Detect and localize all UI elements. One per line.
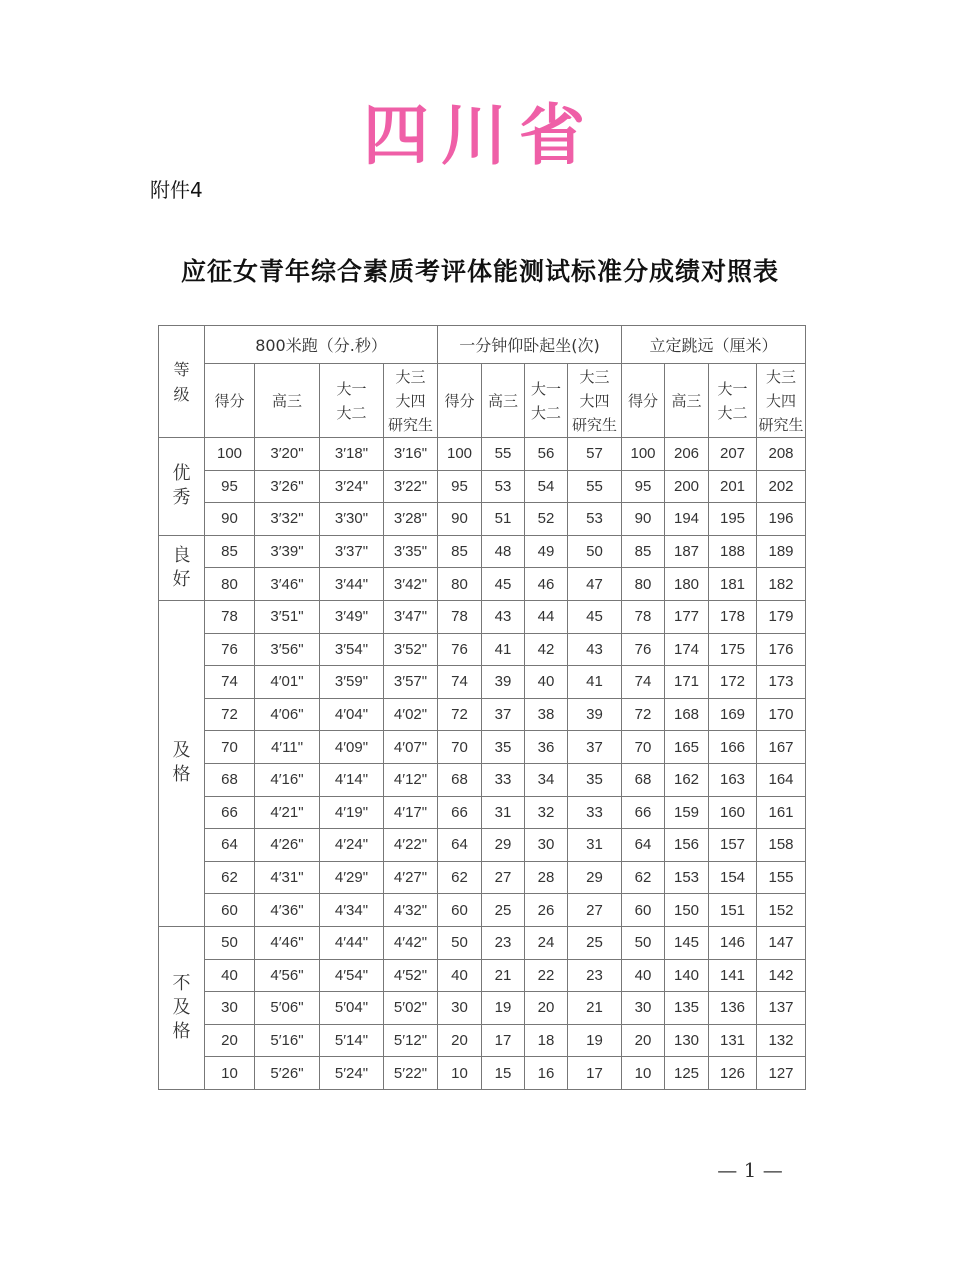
table-cell: 72	[205, 698, 255, 731]
table-cell: 64	[622, 829, 665, 862]
table-cell: 29	[482, 829, 525, 862]
table-cell: 161	[757, 796, 806, 829]
table-cell: 3′47"	[384, 600, 438, 633]
table-cell: 35	[568, 763, 622, 796]
table-cell: 3′49"	[320, 600, 384, 633]
group-header-jump: 立定跳远（厘米）	[622, 326, 806, 364]
table-cell: 5′26"	[255, 1057, 320, 1090]
table-cell: 3′18"	[320, 438, 384, 471]
table-cell: 174	[665, 633, 709, 666]
table-cell: 3′32"	[255, 503, 320, 536]
table-cell: 4′44"	[320, 926, 384, 959]
table-cell: 3′39"	[255, 535, 320, 568]
table-row	[159, 568, 806, 601]
table-cell: 173	[757, 666, 806, 699]
table-cell: 3′37"	[320, 535, 384, 568]
table-cell: 20	[622, 1024, 665, 1057]
table-cell: 53	[482, 470, 525, 503]
table-cell: 53	[568, 503, 622, 536]
table-cell: 4′26"	[255, 829, 320, 862]
table-cell: 3′54"	[320, 633, 384, 666]
table-cell: 78	[205, 600, 255, 633]
table-cell: 3′35"	[384, 535, 438, 568]
table-cell: 3′46"	[255, 568, 320, 601]
table-cell: 66	[205, 796, 255, 829]
group-header-run: 800米跑（分.秒）	[205, 326, 438, 364]
table-cell: 95	[438, 470, 482, 503]
table-cell: 45	[482, 568, 525, 601]
table-cell: 4′02"	[384, 698, 438, 731]
table-row	[159, 633, 806, 666]
sub-header-cell: 大一 大二	[320, 364, 384, 438]
table-cell: 62	[205, 861, 255, 894]
table-cell: 207	[709, 438, 757, 471]
table-row	[159, 1024, 806, 1057]
table-cell: 39	[482, 666, 525, 699]
table-cell: 10	[205, 1057, 255, 1090]
table-cell: 46	[525, 568, 568, 601]
table-cell: 3′30"	[320, 503, 384, 536]
sub-header-cell: 大一 大二	[525, 364, 568, 438]
table-cell: 4′54"	[320, 959, 384, 992]
table-cell: 165	[665, 731, 709, 764]
table-cell: 177	[665, 600, 709, 633]
table-cell: 145	[665, 926, 709, 959]
table-cell: 4′21"	[255, 796, 320, 829]
table-cell: 4′29"	[320, 861, 384, 894]
table-cell: 4′04"	[320, 698, 384, 731]
table-cell: 3′57"	[384, 666, 438, 699]
table-cell: 170	[757, 698, 806, 731]
table-cell: 3′26"	[255, 470, 320, 503]
table-cell: 5′14"	[320, 1024, 384, 1057]
table-cell: 140	[665, 959, 709, 992]
table-cell: 57	[568, 438, 622, 471]
table-cell: 68	[622, 763, 665, 796]
table-cell: 169	[709, 698, 757, 731]
table-row	[159, 600, 806, 633]
table-cell: 37	[482, 698, 525, 731]
table-cell: 27	[568, 894, 622, 927]
table-cell: 95	[622, 470, 665, 503]
table-cell: 80	[622, 568, 665, 601]
page-number: — 1 —	[717, 1158, 783, 1182]
table-row	[159, 894, 806, 927]
table-cell: 49	[525, 535, 568, 568]
table-cell: 136	[709, 992, 757, 1025]
table-cell: 10	[622, 1057, 665, 1090]
table-cell: 4′19"	[320, 796, 384, 829]
table-cell: 159	[665, 796, 709, 829]
table-cell: 41	[482, 633, 525, 666]
table-cell: 202	[757, 470, 806, 503]
sub-header-cell: 大三 大四 研究生	[384, 364, 438, 438]
table-row	[159, 796, 806, 829]
table-cell: 141	[709, 959, 757, 992]
table-row	[159, 503, 806, 536]
table-cell: 62	[622, 861, 665, 894]
grade-label: 不 及 格	[159, 926, 205, 1089]
sub-header-cell: 得分	[205, 364, 255, 438]
table-cell: 85	[438, 535, 482, 568]
table-row	[159, 666, 806, 699]
table-cell: 74	[622, 666, 665, 699]
table-cell: 167	[757, 731, 806, 764]
group-header-situp: 一分钟仰卧起坐(次)	[438, 326, 622, 364]
table-cell: 158	[757, 829, 806, 862]
table-cell: 4′52"	[384, 959, 438, 992]
table-cell: 85	[205, 535, 255, 568]
table-cell: 54	[525, 470, 568, 503]
table-cell: 201	[709, 470, 757, 503]
table-cell: 37	[568, 731, 622, 764]
table-cell: 182	[757, 568, 806, 601]
table-cell: 146	[709, 926, 757, 959]
table-cell: 100	[438, 438, 482, 471]
table-cell: 47	[568, 568, 622, 601]
table-cell: 195	[709, 503, 757, 536]
table-row	[159, 926, 806, 959]
table-cell: 28	[525, 861, 568, 894]
table-cell: 80	[438, 568, 482, 601]
table-cell: 60	[622, 894, 665, 927]
table-cell: 45	[568, 600, 622, 633]
table-cell: 5′02"	[384, 992, 438, 1025]
table-cell: 3′20"	[255, 438, 320, 471]
table-cell: 56	[525, 438, 568, 471]
table-cell: 152	[757, 894, 806, 927]
table-cell: 50	[568, 535, 622, 568]
table-cell: 90	[622, 503, 665, 536]
table-cell: 4′31"	[255, 861, 320, 894]
table-cell: 4′56"	[255, 959, 320, 992]
table-cell: 50	[438, 926, 482, 959]
table-cell: 18	[525, 1024, 568, 1057]
sub-header-cell: 高三	[255, 364, 320, 438]
table-cell: 72	[438, 698, 482, 731]
grade-label: 及 格	[159, 600, 205, 926]
table-cell: 125	[665, 1057, 709, 1090]
sub-header-cell: 得分	[438, 364, 482, 438]
table-cell: 151	[709, 894, 757, 927]
table-cell: 179	[757, 600, 806, 633]
table-cell: 4′06"	[255, 698, 320, 731]
table-cell: 42	[525, 633, 568, 666]
table-cell: 5′24"	[320, 1057, 384, 1090]
table-cell: 80	[205, 568, 255, 601]
table-cell: 3′44"	[320, 568, 384, 601]
grade-label: 良 好	[159, 535, 205, 600]
table-cell: 29	[568, 861, 622, 894]
table-cell: 90	[205, 503, 255, 536]
grade-header: 等 级	[159, 326, 205, 438]
table-cell: 17	[568, 1057, 622, 1090]
sub-header-cell: 得分	[622, 364, 665, 438]
table-cell: 40	[525, 666, 568, 699]
table-cell: 150	[665, 894, 709, 927]
table-row	[159, 1057, 806, 1090]
table-cell: 5′16"	[255, 1024, 320, 1057]
table-row	[159, 763, 806, 796]
table-cell: 38	[525, 698, 568, 731]
table-cell: 4′42"	[384, 926, 438, 959]
table-cell: 100	[205, 438, 255, 471]
table-row	[159, 535, 806, 568]
table-cell: 4′32"	[384, 894, 438, 927]
score-table	[158, 325, 806, 1090]
table-cell: 40	[438, 959, 482, 992]
table-cell: 187	[665, 535, 709, 568]
table-cell: 3′16"	[384, 438, 438, 471]
table-cell: 85	[622, 535, 665, 568]
table-cell: 76	[205, 633, 255, 666]
grade-label: 优 秀	[159, 438, 205, 536]
table-cell: 60	[438, 894, 482, 927]
table-cell: 70	[622, 731, 665, 764]
table-cell: 21	[568, 992, 622, 1025]
table-cell: 4′14"	[320, 763, 384, 796]
table-row	[159, 959, 806, 992]
table-cell: 4′34"	[320, 894, 384, 927]
table-cell: 156	[665, 829, 709, 862]
table-cell: 200	[665, 470, 709, 503]
table-cell: 3′28"	[384, 503, 438, 536]
table-cell: 3′56"	[255, 633, 320, 666]
table-cell: 178	[709, 600, 757, 633]
table-cell: 19	[568, 1024, 622, 1057]
table-cell: 78	[622, 600, 665, 633]
table-cell: 78	[438, 600, 482, 633]
table-cell: 100	[622, 438, 665, 471]
table-cell: 5′06"	[255, 992, 320, 1025]
table-cell: 175	[709, 633, 757, 666]
table-cell: 3′24"	[320, 470, 384, 503]
sub-header-cell: 高三	[665, 364, 709, 438]
attachment-label: 附件4	[150, 178, 203, 202]
table-cell: 196	[757, 503, 806, 536]
table-cell: 66	[622, 796, 665, 829]
table-cell: 168	[665, 698, 709, 731]
table-cell: 64	[205, 829, 255, 862]
table-cell: 17	[482, 1024, 525, 1057]
table-cell: 154	[709, 861, 757, 894]
table-cell: 172	[709, 666, 757, 699]
table-cell: 24	[525, 926, 568, 959]
table-body	[159, 438, 806, 1090]
table-cell: 4′01"	[255, 666, 320, 699]
table-cell: 4′27"	[384, 861, 438, 894]
table-cell: 3′52"	[384, 633, 438, 666]
table-row	[159, 731, 806, 764]
table-cell: 126	[709, 1057, 757, 1090]
table-cell: 131	[709, 1024, 757, 1057]
table-cell: 135	[665, 992, 709, 1025]
table-cell: 188	[709, 535, 757, 568]
table-cell: 50	[205, 926, 255, 959]
table-cell: 52	[525, 503, 568, 536]
table-cell: 23	[568, 959, 622, 992]
table-cell: 19	[482, 992, 525, 1025]
table-cell: 3′22"	[384, 470, 438, 503]
table-cell: 171	[665, 666, 709, 699]
table-cell: 208	[757, 438, 806, 471]
table-cell: 181	[709, 568, 757, 601]
table-cell: 20	[438, 1024, 482, 1057]
table-row	[159, 829, 806, 862]
table-cell: 95	[205, 470, 255, 503]
table-cell: 4′36"	[255, 894, 320, 927]
table-cell: 4′09"	[320, 731, 384, 764]
table-cell: 35	[482, 731, 525, 764]
table-cell: 44	[525, 600, 568, 633]
table-row	[159, 992, 806, 1025]
table-row	[159, 861, 806, 894]
table-cell: 25	[568, 926, 622, 959]
table-row	[159, 698, 806, 731]
table-cell: 64	[438, 829, 482, 862]
table-cell: 70	[205, 731, 255, 764]
table-cell: 23	[482, 926, 525, 959]
table-cell: 30	[205, 992, 255, 1025]
table-cell: 43	[482, 600, 525, 633]
table-cell: 39	[568, 698, 622, 731]
table-cell: 30	[438, 992, 482, 1025]
table-cell: 142	[757, 959, 806, 992]
table-cell: 16	[525, 1057, 568, 1090]
table-cell: 62	[438, 861, 482, 894]
table-cell: 55	[568, 470, 622, 503]
table-cell: 5′04"	[320, 992, 384, 1025]
table-cell: 26	[525, 894, 568, 927]
table-cell: 160	[709, 796, 757, 829]
table-cell: 41	[568, 666, 622, 699]
table-cell: 162	[665, 763, 709, 796]
table-cell: 15	[482, 1057, 525, 1090]
table-cell: 3′59"	[320, 666, 384, 699]
table-cell: 157	[709, 829, 757, 862]
table-cell: 66	[438, 796, 482, 829]
table-cell: 31	[482, 796, 525, 829]
table-cell: 40	[205, 959, 255, 992]
table-cell: 60	[205, 894, 255, 927]
table-cell: 43	[568, 633, 622, 666]
table-cell: 166	[709, 731, 757, 764]
sub-header-row	[159, 364, 806, 438]
table-cell: 163	[709, 763, 757, 796]
table-cell: 32	[525, 796, 568, 829]
table-cell: 20	[205, 1024, 255, 1057]
table-cell: 5′22"	[384, 1057, 438, 1090]
table-cell: 4′24"	[320, 829, 384, 862]
table-cell: 127	[757, 1057, 806, 1090]
table-cell: 40	[622, 959, 665, 992]
table-cell: 164	[757, 763, 806, 796]
table-cell: 74	[205, 666, 255, 699]
table-cell: 55	[482, 438, 525, 471]
table-cell: 70	[438, 731, 482, 764]
table-cell: 48	[482, 535, 525, 568]
table-cell: 180	[665, 568, 709, 601]
table-cell: 3′42"	[384, 568, 438, 601]
table-cell: 27	[482, 861, 525, 894]
table-cell: 4′07"	[384, 731, 438, 764]
table-cell: 4′46"	[255, 926, 320, 959]
table-cell: 206	[665, 438, 709, 471]
table-cell: 4′17"	[384, 796, 438, 829]
sub-header-cell: 大三 大四 研究生	[757, 364, 806, 438]
table-cell: 4′11"	[255, 731, 320, 764]
table-cell: 21	[482, 959, 525, 992]
table-cell: 76	[438, 633, 482, 666]
table-cell: 34	[525, 763, 568, 796]
table-cell: 74	[438, 666, 482, 699]
table-cell: 31	[568, 829, 622, 862]
table-cell: 90	[438, 503, 482, 536]
table-cell: 20	[525, 992, 568, 1025]
table-cell: 10	[438, 1057, 482, 1090]
table-cell: 30	[622, 992, 665, 1025]
sub-header-cell: 高三	[482, 364, 525, 438]
table-cell: 33	[482, 763, 525, 796]
table-cell: 155	[757, 861, 806, 894]
table-cell: 5′12"	[384, 1024, 438, 1057]
table-cell: 137	[757, 992, 806, 1025]
table-cell: 72	[622, 698, 665, 731]
table-cell: 51	[482, 503, 525, 536]
table-cell: 147	[757, 926, 806, 959]
table-cell: 4′12"	[384, 763, 438, 796]
table-cell: 68	[205, 763, 255, 796]
table-cell: 194	[665, 503, 709, 536]
table-cell: 50	[622, 926, 665, 959]
table-row	[159, 470, 806, 503]
sub-header-cell: 大一 大二	[709, 364, 757, 438]
table-cell: 76	[622, 633, 665, 666]
table-cell: 176	[757, 633, 806, 666]
table-cell: 22	[525, 959, 568, 992]
table-cell: 36	[525, 731, 568, 764]
table-cell: 132	[757, 1024, 806, 1057]
table-cell: 30	[525, 829, 568, 862]
table-cell: 68	[438, 763, 482, 796]
province-stamp: 四川省	[363, 97, 597, 174]
sub-header-cell: 大三 大四 研究生	[568, 364, 622, 438]
table-cell: 4′16"	[255, 763, 320, 796]
table-row	[159, 438, 806, 471]
table-cell: 4′22"	[384, 829, 438, 862]
table-cell: 130	[665, 1024, 709, 1057]
table-cell: 153	[665, 861, 709, 894]
table-cell: 33	[568, 796, 622, 829]
table-cell: 25	[482, 894, 525, 927]
table-cell: 189	[757, 535, 806, 568]
page-title: 应征女青年综合素质考评体能测试标准分成绩对照表	[180, 257, 779, 286]
table-cell: 3′51"	[255, 600, 320, 633]
